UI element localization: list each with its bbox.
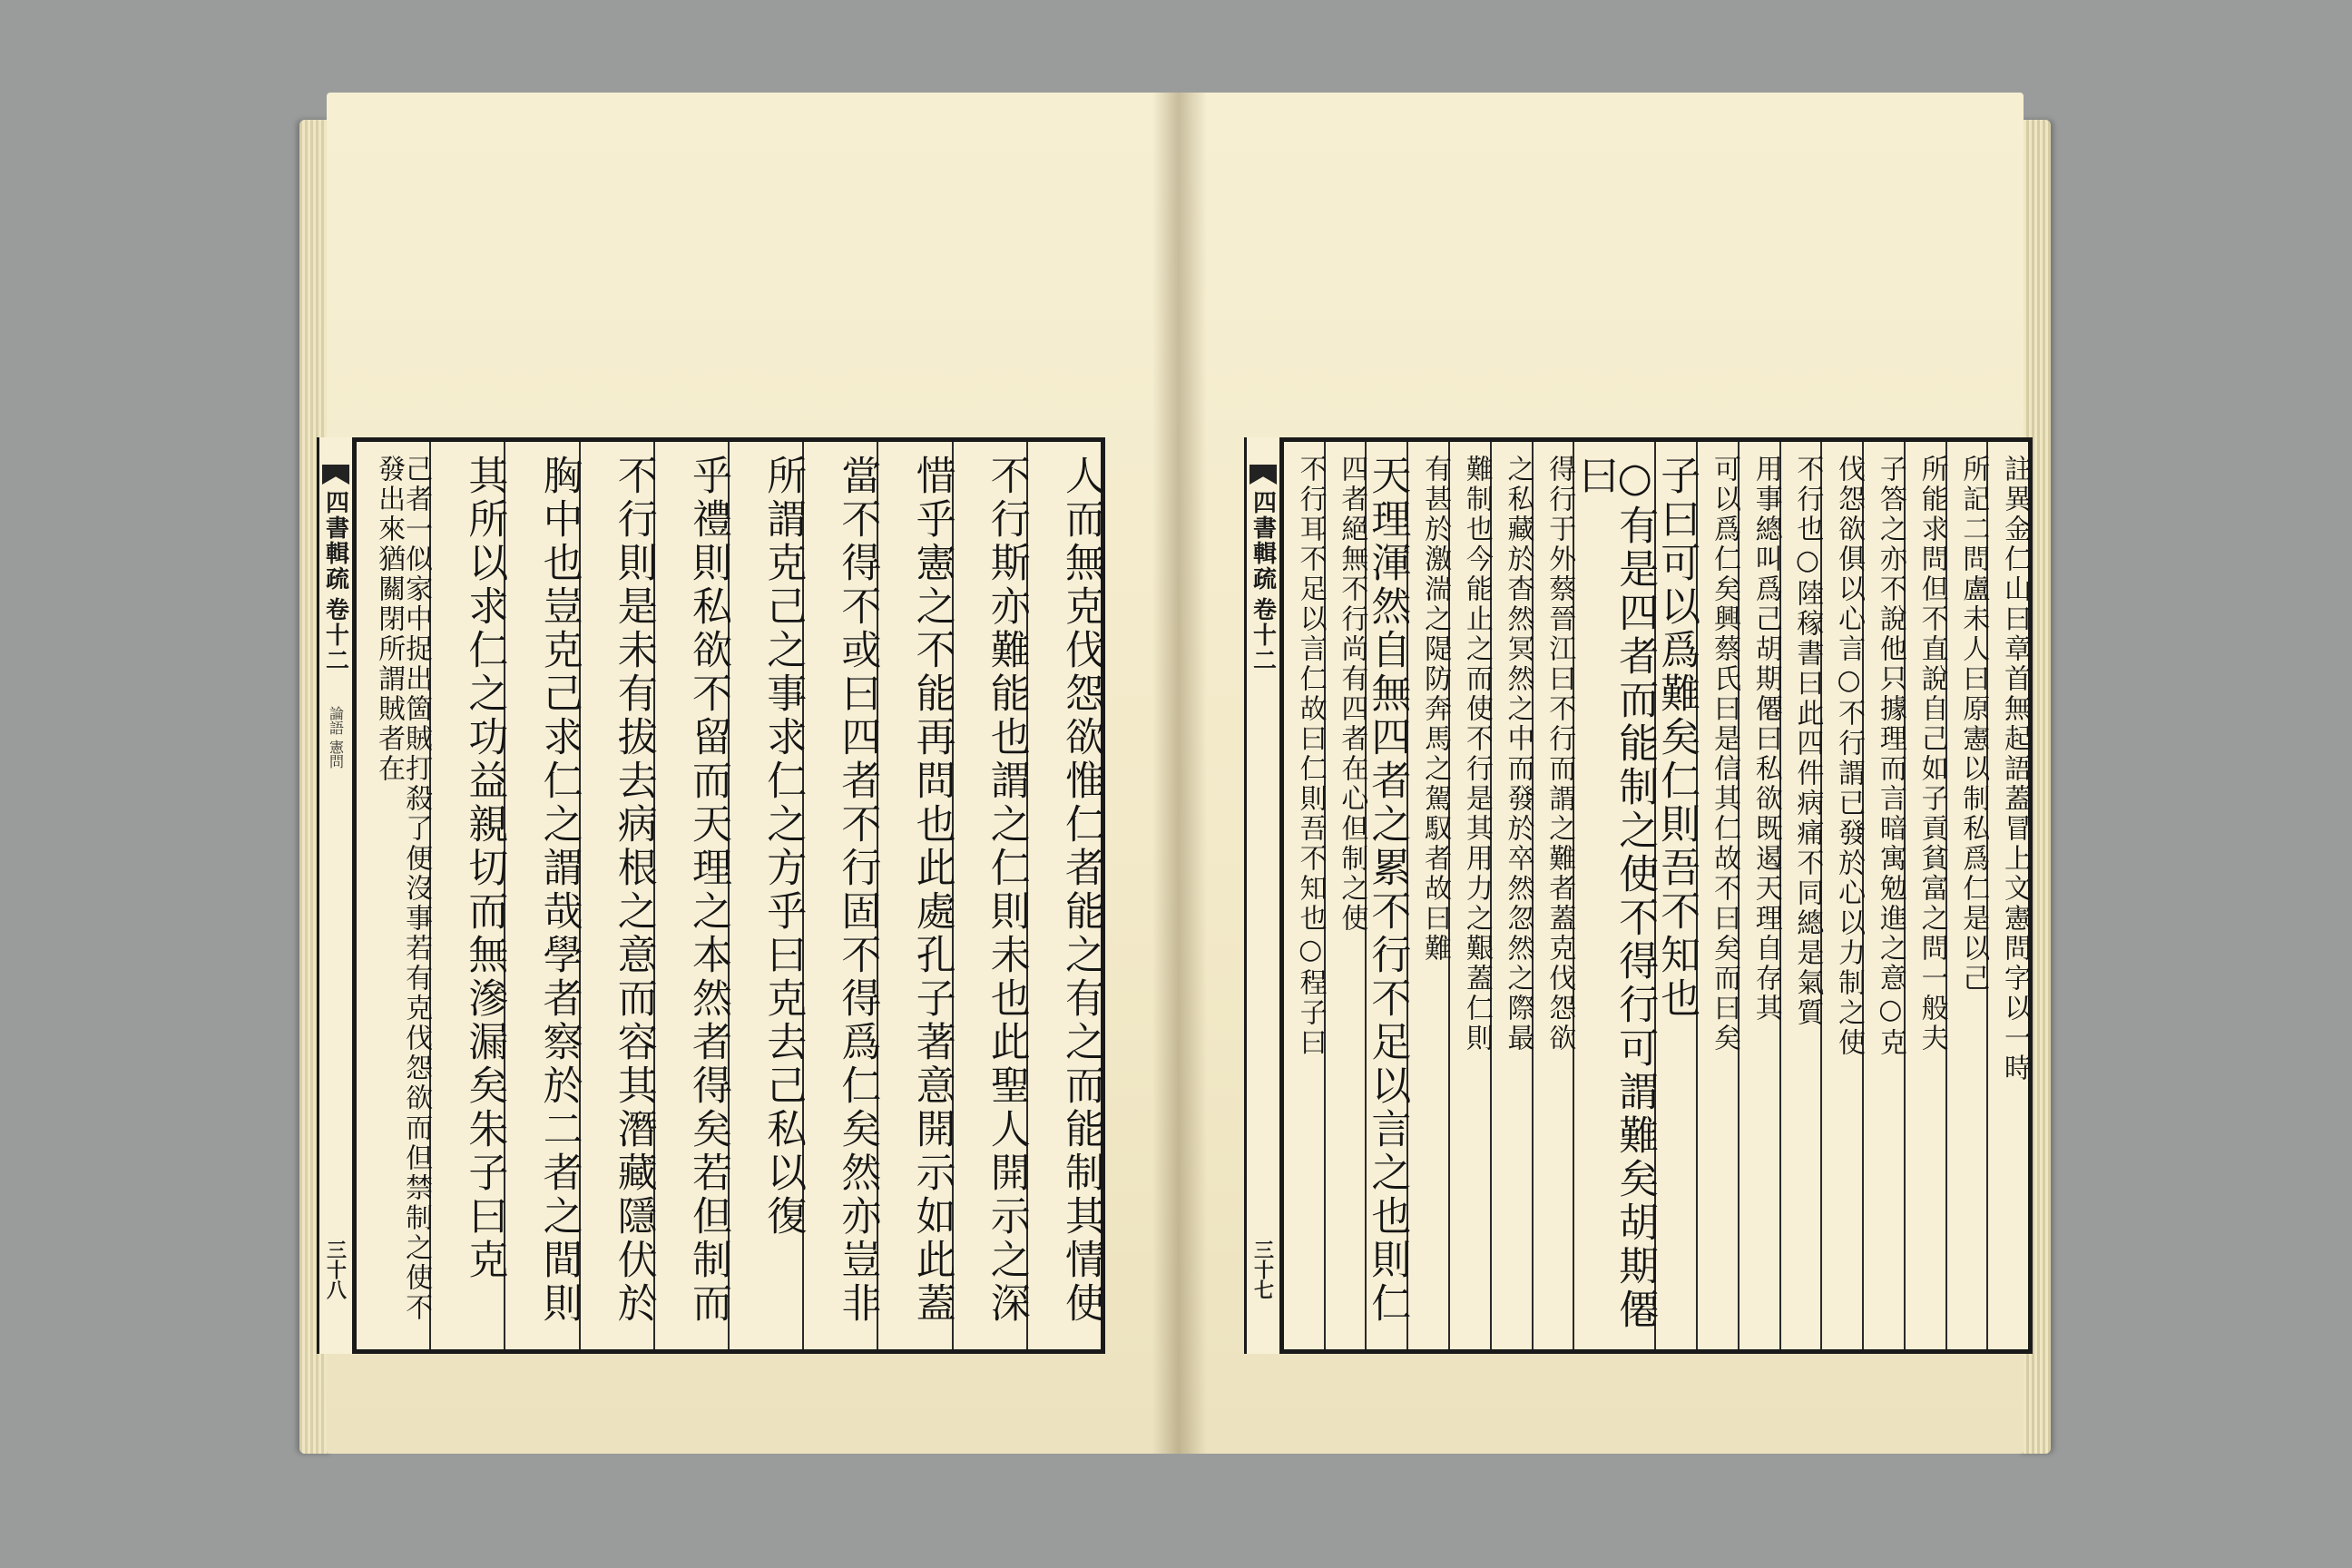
- text-column-annotation: 可以爲仁矣興蔡氏曰是信其仁故不曰矣而曰矣: [1696, 442, 1738, 1349]
- banxin-title: 四書輯疏: [321, 490, 349, 592]
- text-column: 不行斯亦難能也謂之仁則未也此聖人開示之深: [952, 442, 1026, 1349]
- text-column-annotation: 所能求問但不直說自己如子貢貧富之問一般夫: [1904, 442, 1945, 1349]
- text-column: 人而無克伐怨欲惟仁者能之有之而能制其情使: [1026, 442, 1101, 1349]
- right-text-columns: [1284, 442, 2031, 1349]
- text-column: 其所以求仁之功益親切而無滲漏矣朱子曰克: [429, 442, 504, 1349]
- fish-tail-icon: [1250, 465, 1277, 485]
- left-text-columns: [357, 442, 1104, 1349]
- text-column: 惜乎憲之不能再問也此處孔子著意開示如此蓋: [877, 442, 951, 1349]
- banxin-title: 四書輯疏: [1249, 490, 1277, 592]
- text-column-annotation: 己者一似家中捉出箇賊打殺了便沒事若有克伐怨欲而但禁制之使不發出來猶關閉所謂賊者在: [373, 455, 433, 1323]
- open-book: [299, 83, 2051, 1463]
- left-page-margin-center: [317, 437, 355, 1354]
- right-text-frame: [1249, 437, 2033, 1354]
- left-text-frame: [321, 437, 1105, 1354]
- text-column-main: 子曰可以爲難矣仁則吾不知也: [1654, 442, 1696, 1349]
- folio-number: 三十七: [1250, 1240, 1275, 1299]
- text-column-annotation: 註異金仁山曰章首無起語蓋冒上文憲問字以一時: [1986, 442, 2028, 1349]
- folio-number: 三十八: [323, 1240, 348, 1299]
- text-column-annotation: 難制也今能止之而使不行是其用力之艱蓋仁則: [1448, 442, 1490, 1349]
- text-column: 當不得不或曰四者不行固不得爲仁矣然亦豈非: [802, 442, 877, 1349]
- text-column-annotation: 得行于外蔡晉江曰不行而謂之難者蓋克伐怨欲: [1532, 442, 1573, 1349]
- text-column-annotation: 子答之亦不說他只據理而言暗寓勉進之意○克: [1862, 442, 1904, 1349]
- right-page-margin-center: [1244, 437, 1282, 1354]
- text-column: 所謂克己之事求仁之方乎曰克去己私以復: [728, 442, 802, 1349]
- text-column-annotation: 所記二問盧未人曰原憲以制私爲仁是以己: [1945, 442, 1987, 1349]
- text-column-annotation: 伐怨欲俱以心言○不行謂已發於心以力制之使: [1820, 442, 1862, 1349]
- banxin-section: 論語 憲問: [327, 706, 345, 769]
- text-column-annotation: 有甚於激湍之隄防奔馬之駕馭者故曰難: [1406, 442, 1448, 1349]
- banxin-volume: 卷十二: [1249, 597, 1277, 673]
- text-column-annotation: 用事總叫爲己胡期僊曰私欲既遏天理自存其: [1738, 442, 1779, 1349]
- text-column-annotation: 之私藏於杳然冥然之中而發於卒然忽然之際最: [1490, 442, 1532, 1349]
- text-column: 胸中也豈克己求仁之謂哉學者察於二者之間則: [504, 442, 578, 1349]
- banxin-volume: 卷十二: [321, 597, 349, 673]
- text-column-annotation: 不行也○陸稼書曰此四件病痛不同總是氣質: [1779, 442, 1821, 1349]
- text-column: 天理渾然自無四者之累不行不足以言之也則仁: [1365, 442, 1406, 1349]
- fish-tail-icon: [322, 465, 349, 485]
- text-column: 不行則是未有拔去病根之意而容其潛藏隱伏於: [579, 442, 653, 1349]
- text-column-annotation: 不行耳不足以言仁故曰仁則吾不知也○程子曰: [1294, 455, 1327, 1058]
- text-column: 乎禮則私欲不留而天理之本然者得矣若但制而: [653, 442, 728, 1349]
- text-column-annotation: 四者絕無不行尚有四者在心但制之使: [1324, 442, 1366, 1349]
- text-column: ○有是四者而能制之使不得行可謂難矣胡期僊曰: [1573, 442, 1654, 1349]
